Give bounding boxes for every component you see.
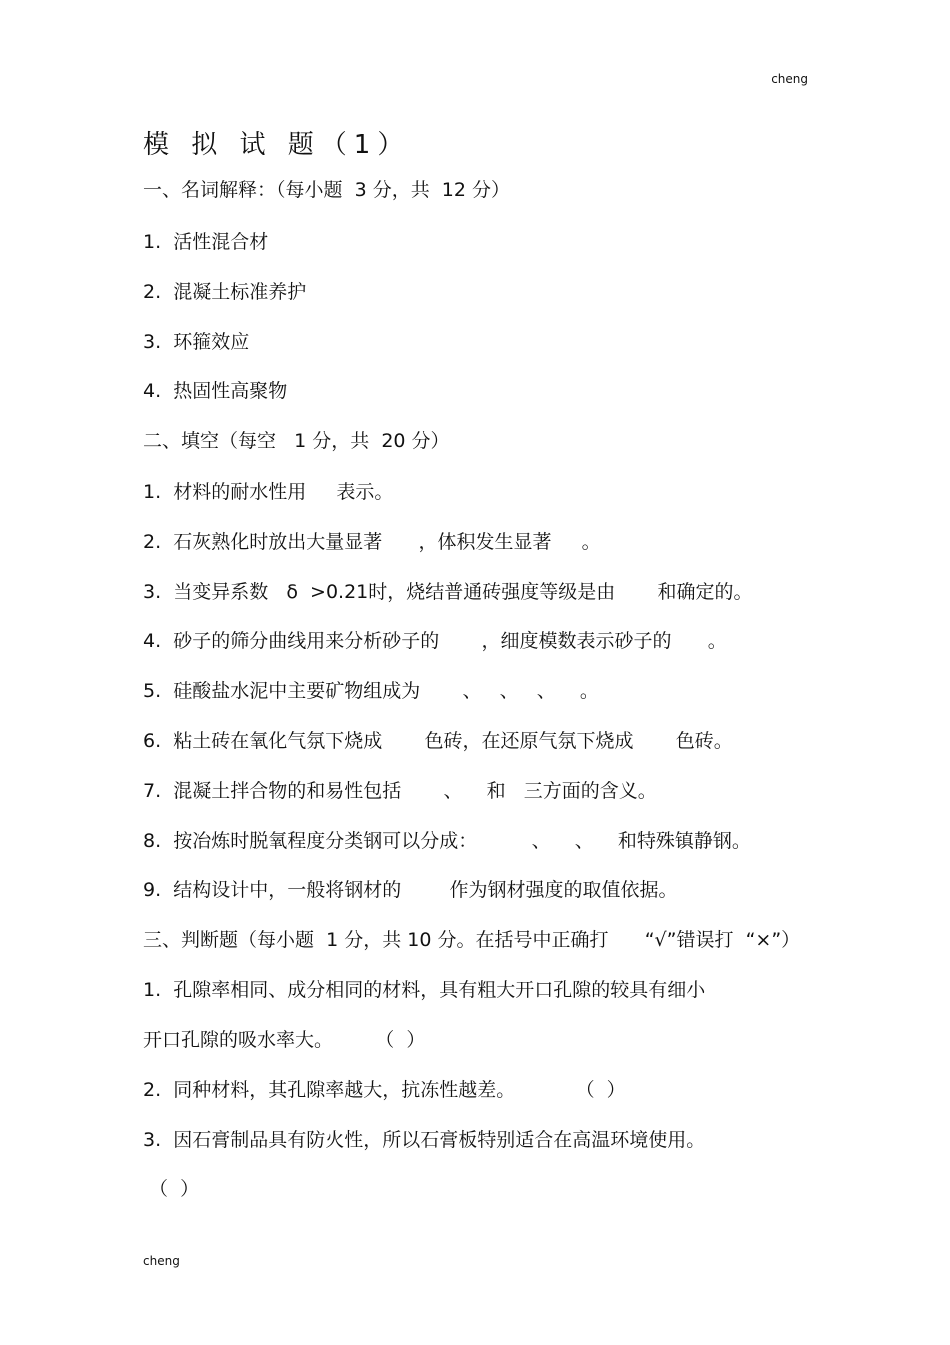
question-line: 9. 结构设计中，一般将钢材的 作为钢材强度的取值依据。 (143, 879, 678, 901)
question-line: 1. 材料的耐水性用 表示。 (143, 481, 394, 503)
question-line: 3. 当变异系数 δ >0.21时，烧结普通砖强度等级是由 和确定的。 (143, 581, 753, 603)
question-line: 4. 热固性高聚物 (143, 380, 288, 402)
section-heading-fill-blank: 二、填空（每空 1 分，共 20 分） (143, 430, 450, 452)
question-line: 7. 混凝土拌合物的和易性包括 、 和 三方面的含义。 (143, 780, 657, 802)
question-line: 4. 砂子的筛分曲线用来分析砂子的 ，细度模数表示砂子的 。 (143, 630, 727, 652)
question-line: 3. 环箍效应 (143, 331, 250, 353)
section-heading-definitions: 一、名词解释：（每小题 3 分，共 12 分） (143, 179, 511, 201)
question-line: 8. 按冶炼时脱氧程度分类钢可以分成： 、 、 和特殊镇静钢。 (143, 830, 751, 852)
question-line: 6. 粘土砖在氧化气氛下烧成 色砖，在还原气氛下烧成 色砖。 (143, 730, 733, 752)
page-header-mark: cheng (771, 72, 808, 86)
question-line: 3. 因石膏制品具有防火性，所以石膏板特别适合在高温环境使用。 (143, 1129, 706, 1151)
question-line: 5. 硅酸盐水泥中主要矿物组成为 、 、 、 。 (143, 680, 599, 702)
question-line: 2. 混凝土标准养护 (143, 281, 307, 303)
page-footer-mark: cheng (143, 1254, 180, 1268)
question-line: 1. 活性混合材 (143, 231, 269, 253)
question-line: 2. 同种材料，其孔隙率越大，抗冻性越差。 （ ） (143, 1079, 626, 1101)
question-line: 2. 石灰熟化时放出大量显著 ，体积发生显著 。 (143, 531, 601, 553)
page-title: 模 拟 试 题（1） (143, 130, 411, 160)
question-line: 开口孔隙的吸水率大。 （ ） (143, 1029, 426, 1051)
answer-bracket: （ ） (143, 1178, 200, 1200)
section-heading-true-false: 三、判断题（每小题 1 分，共 10 分。在括号中正确打 “√”错误打 “×”） (143, 929, 801, 951)
question-line: 1. 孔隙率相同、成分相同的材料，具有粗大开口孔隙的较具有细小 (143, 979, 706, 1001)
